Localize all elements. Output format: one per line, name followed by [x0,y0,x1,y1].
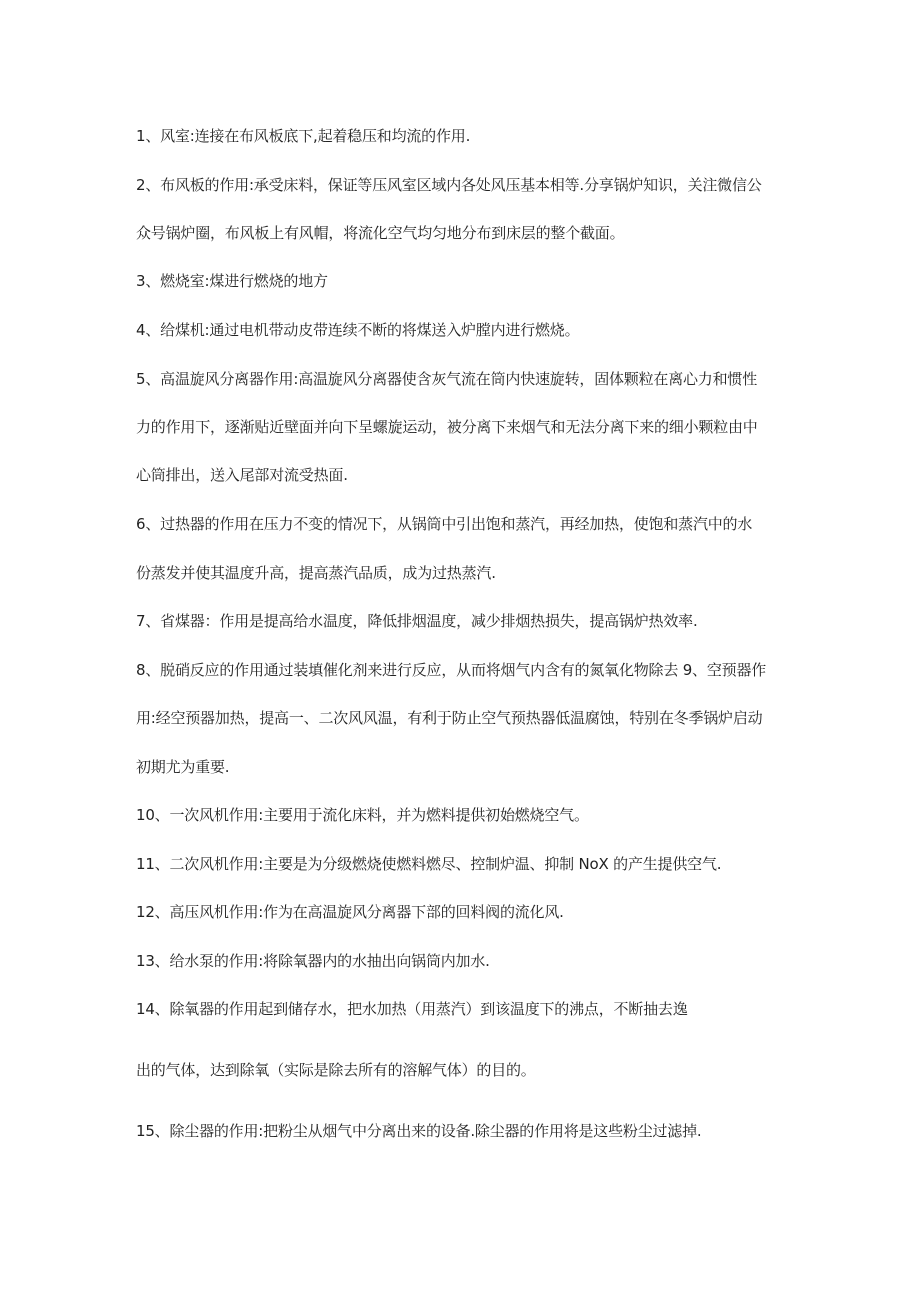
text-line: 力的作用下，逐渐贴近壁面并向下呈螺旋运动，被分离下来烟气和无法分离下来的细小颗粒由中 [136,418,758,436]
text-line: 14、除氧器的作用起到储存水，把水加热（用蒸汽）到该温度下的沸点，不断抽去逸 [136,1000,688,1018]
text-line: 4、给煤机:通过电机带动皮带连续不断的将煤送入炉膛内进行燃烧。 [136,321,580,339]
text-line: 11、二次风机作用:主要是为分级燃烧使燃料燃尽、控制炉温、抑制 NoX 的产生提供空气. [136,855,722,873]
text-line: 份蒸发并使其温度升高，提高蒸汽品质，成为过热蒸汽. [136,564,496,582]
text-line: 用:经空预器加热，提高一、二次风风温，有利于防止空气预热器低温腐蚀，特别在冬季锅炉启动 [136,709,763,727]
text-line: 6、过热器的作用在压力不变的情况下，从锅筒中引出饱和蒸汽，再经加热，使饱和蒸汽中的水 [136,515,753,533]
text-line: 初期尤为重要. [136,758,230,776]
text-line: 8、脱硝反应的作用通过装填催化剂来进行反应，从而将烟气内含有的氮氧化物除去 9、空预器作 [136,661,767,679]
text-line: 心筒排出，送入尾部对流受热面. [136,466,348,484]
text-line: 1、风室:连接在布风板底下,起着稳压和均流的作用. [136,127,471,145]
text-line: 出的气体，达到除氧（实际是除去所有的溶解气体）的目的。 [136,1061,536,1079]
text-line: 3、燃烧室:煤进行燃烧的地方 [136,272,328,290]
text-line: 12、高压风机作用:作为在高温旋风分离器下部的回料阀的流化风. [136,903,564,921]
text-line: 15、除尘器的作用:把粉尘从烟气中分离出来的设备.除尘器的作用将是这些粉尘过滤掉. [136,1122,702,1140]
text-line: 众号锅炉圈，布风板上有风帽，将流化空气均匀地分布到床层的整个截面。 [136,224,625,242]
text-line: 2、布风板的作用:承受床料，保证等压风室区域内各处风压基本相等.分享锅炉知识，关注微信公 [136,176,762,194]
text-line: 10、一次风机作用:主要用于流化床料，并为燃料提供初始燃烧空气。 [136,806,589,824]
text-line: 13、给水泵的作用:将除氧器内的水抽出向锅筒内加水. [136,952,490,970]
text-line: 7、省煤器：作用是提高给水温度，降低排烟温度，减少排烟热损失，提高锅炉热效率. [136,612,698,630]
text-line: 5、高温旋风分离器作用:高温旋风分离器使含灰气流在筒内快速旋转，固体颗粒在离心力和惯性 [136,370,758,388]
